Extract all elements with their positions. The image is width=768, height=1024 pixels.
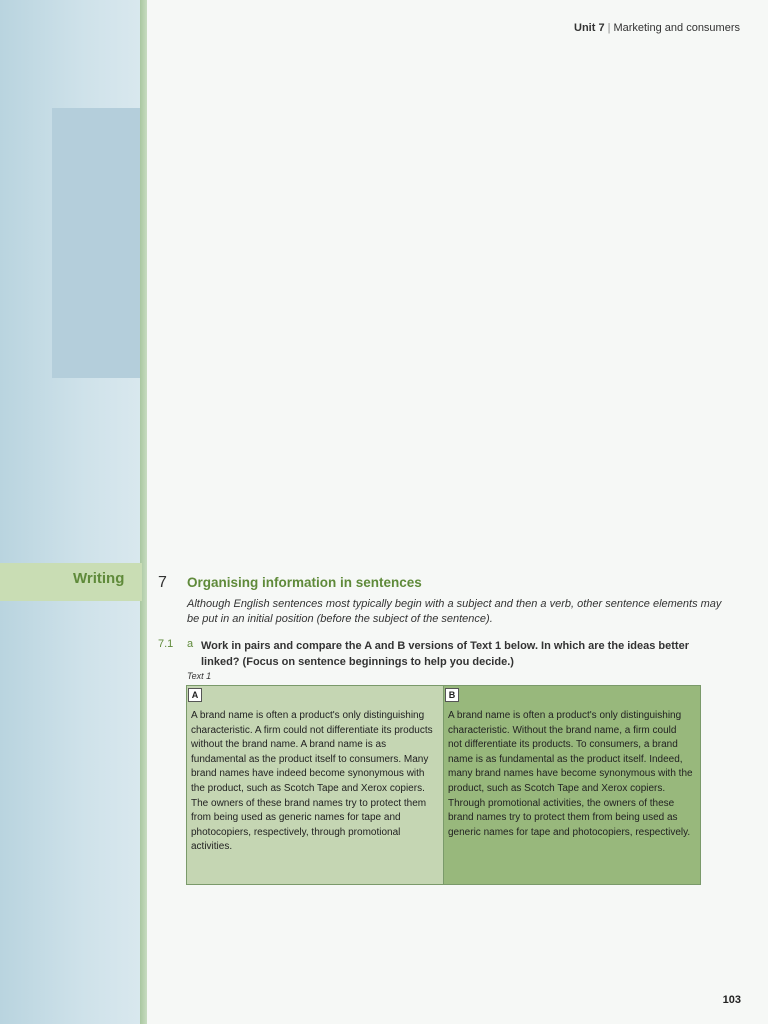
unit-number: Unit 7 <box>574 22 605 34</box>
running-header <box>574 22 740 34</box>
margin-edge-stripe <box>140 0 147 1024</box>
question-text: Work in pairs and compare the A and B versions of Text 1 below. In which are the ideas better linked? (Focus on sentence beginnings to help you decide.) <box>201 640 689 668</box>
section-label-writing: Writing <box>73 570 125 587</box>
section-number: 7 <box>158 574 167 591</box>
page-margin <box>0 0 142 1024</box>
version-b-tag: B <box>445 688 459 702</box>
page-number: 103 <box>722 994 741 1006</box>
comparison-table <box>186 685 701 885</box>
section-title: Organising information in sentences <box>187 575 422 590</box>
question-number: 7.1 <box>158 638 174 650</box>
question-letter: a <box>187 638 194 650</box>
version-a-text: A brand name is often a product's only distinguishing characteristic. A firm could not differentiate its products without the brand name. A brand name is as fundamental as the product itself to consumers. Many brand names have indeed become synonymous with the product, such as Scotch Tape and Xerox copiers. The owners of these brand names try to protect them from being used as generic names for tape and photocopiers, respectively, through promotional activities. <box>191 710 433 853</box>
version-a-tag: A <box>188 688 202 702</box>
version-b-column <box>444 686 700 884</box>
text-label: Text 1 <box>187 671 212 681</box>
section-intro: Although English sentences most typically begin with a subject and then a verb, other sentence elements may be put in an initial position (before the subject of the sentence). <box>187 598 722 625</box>
version-a-column <box>187 686 444 884</box>
header-separator: | <box>607 22 611 34</box>
margin-shadow-block <box>52 108 142 378</box>
unit-title: Marketing and consumers <box>613 22 740 34</box>
version-b-text: A brand name is often a product's only distinguishing characteristic. Without the brand name, a firm could not differentiate its products. To consumers, a brand name is as fundamental as the product itself. Indeed, many brand names have become synonymous with the product, such as Scotch Tape and Xerox copiers. Through promotional activities, the owners of these brand names try to protect them from being used as generic names for tape and photocopiers, respectively. <box>448 710 693 838</box>
